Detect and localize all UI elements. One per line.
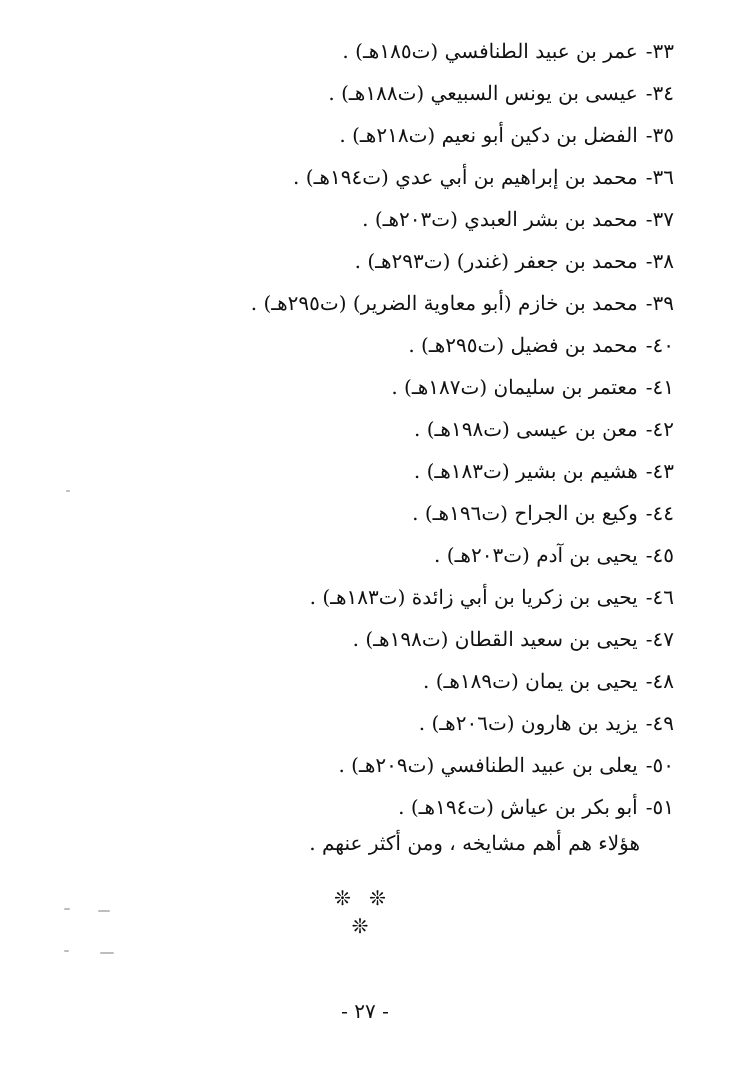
entry-text: محمد بن إبراهيم بن أبي عدي (ت١٩٤هـ) . xyxy=(293,165,638,189)
list-item xyxy=(204,244,674,286)
scan-speck xyxy=(66,490,70,492)
list-item xyxy=(204,622,674,664)
list-item xyxy=(204,118,674,160)
list-item xyxy=(204,538,674,580)
entry-number: ٤٩- xyxy=(645,711,674,735)
entry-number: ٣٤- xyxy=(645,81,674,105)
entry-text: يحيى بن زكريا بن أبي زائدة (ت١٨٣هـ) . xyxy=(309,585,638,609)
entry-number: ٣٧- xyxy=(645,207,674,231)
list-item xyxy=(204,748,674,790)
entry-number: ٤٣- xyxy=(645,459,674,483)
entry-text: محمد بن جعفر (غندر) (ت٢٩٣هـ) . xyxy=(354,249,638,273)
entry-number: ٣٦- xyxy=(645,165,674,189)
list-item xyxy=(204,454,674,496)
entry-text: يعلى بن عبيد الطنافسي (ت٢٠٩هـ) . xyxy=(338,753,638,777)
entry-text: يحيى بن آدم (ت٢٠٣هـ) . xyxy=(434,543,638,567)
entry-text: يزيد بن هارون (ت٢٠٦هـ) . xyxy=(418,711,638,735)
closing-sentence: هؤلاء هم أهم مشايخه ، ومن أكثر عنهم . xyxy=(309,831,640,855)
entry-number: ٤٨- xyxy=(645,669,674,693)
section-separator: ❊ ❊ ❊ xyxy=(334,886,392,938)
entry-text: هشيم بن بشير (ت١٨٣هـ) . xyxy=(413,459,638,483)
entry-text: يحيى بن يمان (ت١٨٩هـ) . xyxy=(422,669,638,693)
entry-text: محمد بن بشر العبدي (ت٢٠٣هـ) . xyxy=(362,207,638,231)
page-number: - ٢٧ - xyxy=(341,999,389,1023)
scan-speck xyxy=(64,950,69,952)
list-item xyxy=(204,34,674,76)
list-item xyxy=(204,202,674,244)
list-item xyxy=(204,496,674,538)
teachers-list xyxy=(204,34,674,832)
entry-number: ٥٠- xyxy=(645,753,674,777)
entry-text: معتمر بن سليمان (ت١٨٧هـ) . xyxy=(391,375,638,399)
entry-text: يحيى بن سعيد القطان (ت١٩٨هـ) . xyxy=(352,627,638,651)
entry-number: ٤٢- xyxy=(645,417,674,441)
entry-text: محمد بن خازم (أبو معاوية الضرير) (ت٢٩٥هـ) . xyxy=(250,291,638,315)
entry-text: عيسى بن يونس السبيعي (ت١٨٨هـ) . xyxy=(328,81,638,105)
list-item xyxy=(204,664,674,706)
entry-number: ٤٠- xyxy=(645,333,674,357)
entry-number: ٤٤- xyxy=(645,501,674,525)
entry-number: ٣٥- xyxy=(645,123,674,147)
entry-text: معن بن عيسى (ت١٩٨هـ) . xyxy=(414,417,638,441)
entry-number: ٣٩- xyxy=(645,291,674,315)
entry-number: ٥١- xyxy=(645,795,674,819)
list-item xyxy=(204,286,674,328)
entry-text: محمد بن فضيل (ت٢٩٥هـ) . xyxy=(408,333,638,357)
list-item xyxy=(204,370,674,412)
entry-number: ٤٦- xyxy=(645,585,674,609)
list-item xyxy=(204,412,674,454)
scan-speck xyxy=(64,908,70,910)
entry-number: ٣٣- xyxy=(645,39,674,63)
list-item xyxy=(204,160,674,202)
entry-text: الفضل بن دكين أبو نعيم (ت٢١٨هـ) . xyxy=(339,123,638,147)
list-item xyxy=(204,328,674,370)
scan-speck xyxy=(98,910,110,912)
entry-text: عمر بن عبيد الطنافسي (ت١٨٥هـ) . xyxy=(342,39,638,63)
list-item xyxy=(204,706,674,748)
entry-number: ٤٥- xyxy=(645,543,674,567)
entry-text: وكيع بن الجراح (ت١٩٦هـ) . xyxy=(412,501,638,525)
entry-number: ٤٧- xyxy=(645,627,674,651)
list-item xyxy=(204,580,674,622)
list-item xyxy=(204,76,674,118)
entry-text: أبو بكر بن عياش (ت١٩٤هـ) . xyxy=(398,795,638,819)
entry-number: ٣٨- xyxy=(645,249,674,273)
entry-number: ٤١- xyxy=(645,375,674,399)
scan-speck xyxy=(100,952,114,954)
